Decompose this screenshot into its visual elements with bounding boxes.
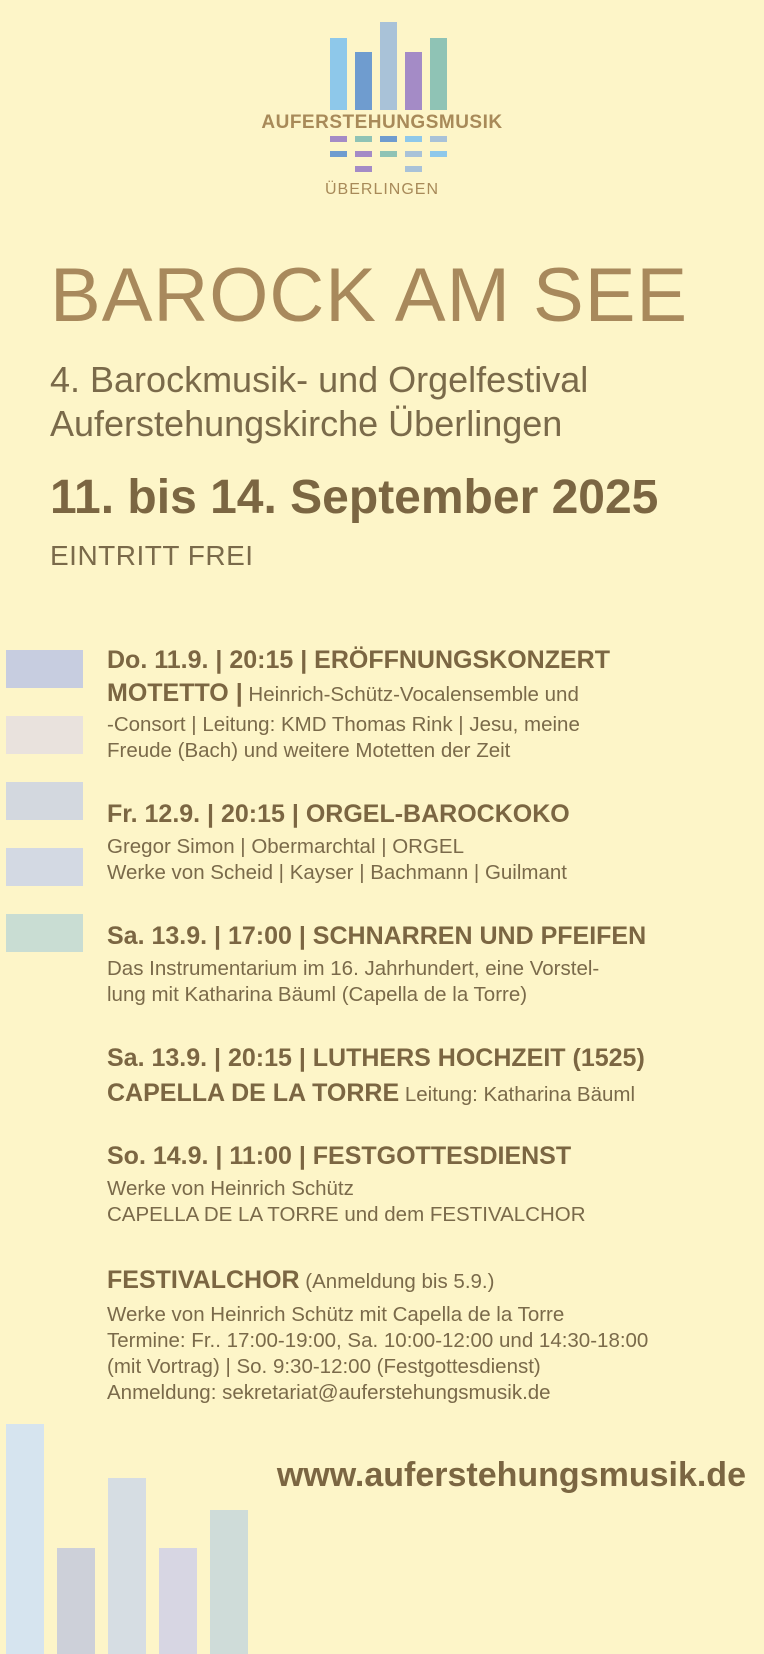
event-details bbox=[107, 834, 757, 886]
registration-deadline: (Anmeldung bis 5.9.) bbox=[299, 1270, 495, 1293]
subtitle-line: 4. Barockmusik- und Orgelfestival bbox=[50, 359, 589, 400]
entry-info: EINTRITT FREI bbox=[50, 540, 254, 571]
event-heading bbox=[107, 1264, 757, 1298]
event-line: CAPELLA DE LA TORRE und dem FESTIVALCHOR bbox=[107, 1203, 586, 1226]
event-line bbox=[107, 676, 757, 712]
logo-cell bbox=[430, 151, 447, 157]
event-item bbox=[107, 798, 757, 886]
event-line: Das Instrumentarium im 16. Jahrhundert, eine Vorstel- bbox=[107, 957, 600, 980]
event-details bbox=[107, 1076, 757, 1112]
event-line: lung mit Katharina Bäuml (Capella de la Torre) bbox=[107, 983, 528, 1006]
logo bbox=[0, 0, 764, 210]
side-block bbox=[6, 914, 83, 952]
event-line: Werke von Scheid | Kayser | Bachmann | Guilmant bbox=[107, 861, 567, 884]
event-line: Termine: Fr.. 17:00-19:00, Sa. 10:00-12:00 und 14:30-18:00 bbox=[107, 1329, 649, 1352]
event-line: -Consort | Leitung: KMD Thomas Rink | Jesu, meine bbox=[107, 713, 580, 736]
logo-cell bbox=[405, 136, 422, 142]
event-details bbox=[107, 1302, 757, 1406]
logo-cell bbox=[355, 166, 372, 172]
event-line: (mit Vortrag) | So. 9:30-12:00 (Festgottesdienst) bbox=[107, 1355, 541, 1378]
logo-cell bbox=[380, 151, 397, 157]
event-heading: Fr. 12.9. | 20:15 | ORGEL-BAROCKOKO bbox=[107, 800, 570, 828]
side-block bbox=[6, 848, 83, 886]
side-block bbox=[6, 782, 83, 820]
logo-bar bbox=[330, 38, 347, 110]
logo-title: AUFERSTEHUNGSMUSIK bbox=[261, 112, 503, 133]
festival-subtitle bbox=[50, 358, 588, 446]
bottom-bar bbox=[6, 1424, 44, 1654]
event-item bbox=[107, 644, 757, 764]
bottom-bar bbox=[108, 1478, 146, 1654]
ensemble-name: MOTETTO | bbox=[107, 679, 243, 707]
festival-dates: 11. bis 14. September 2025 bbox=[50, 471, 659, 524]
page-title: BAROCK AM SEE bbox=[50, 253, 689, 338]
event-line: Werke von Heinrich Schütz bbox=[107, 1177, 354, 1200]
bottom-bar bbox=[210, 1510, 248, 1654]
logo-cell bbox=[430, 136, 447, 142]
logo-cell bbox=[330, 136, 347, 142]
bottom-bar bbox=[57, 1548, 95, 1654]
event-line: Anmeldung: sekretariat@auferstehungsmusik.de bbox=[107, 1381, 551, 1404]
event-heading: So. 14.9. | 11:00 | FESTGOTTESDIENST bbox=[107, 1142, 572, 1170]
logo-bar bbox=[380, 22, 397, 110]
logo-bar bbox=[355, 52, 372, 110]
logo-cell bbox=[330, 151, 347, 157]
event-details bbox=[107, 676, 757, 764]
side-block bbox=[6, 650, 83, 688]
event-item bbox=[107, 1264, 757, 1406]
logo-cell bbox=[405, 166, 422, 172]
bottom-bar bbox=[159, 1548, 197, 1654]
logo-subtitle: ÜBERLINGEN bbox=[324, 181, 440, 198]
event-line: Werke von Heinrich Schütz mit Capella de la Torre bbox=[107, 1303, 565, 1326]
event-text: Leitung: Katharina Bäuml bbox=[399, 1083, 636, 1106]
event-line: Freude (Bach) und weitere Motetten der Zeit bbox=[107, 739, 511, 762]
ensemble-name: CAPELLA DE LA TORRE bbox=[107, 1079, 400, 1107]
event-heading: Sa. 13.9. | 17:00 | SCHNARREN UND PFEIFEN bbox=[107, 922, 647, 950]
event-item bbox=[107, 1042, 757, 1112]
event-line: Gregor Simon | Obermarchtal | ORGEL bbox=[107, 835, 464, 858]
logo-cell bbox=[405, 151, 422, 157]
choir-title: FESTIVALCHOR bbox=[107, 1266, 300, 1294]
event-details bbox=[107, 956, 757, 1008]
event-heading: Do. 11.9. | 20:15 | ERÖFFNUNGSKONZERT bbox=[107, 646, 610, 674]
logo-bar bbox=[430, 38, 447, 110]
event-item bbox=[107, 920, 757, 1008]
logo-cell bbox=[380, 136, 397, 142]
logo-bar bbox=[405, 52, 422, 110]
subtitle-line: Auferstehungskirche Überlingen bbox=[50, 403, 563, 444]
event-details bbox=[107, 1176, 757, 1228]
event-item bbox=[107, 1140, 757, 1228]
logo-cell bbox=[355, 151, 372, 157]
event-heading: Sa. 13.9. | 20:15 | LUTHERS HOCHZEIT (1525) bbox=[107, 1044, 645, 1072]
event-text: Heinrich-Schütz-Vocalensemble und bbox=[242, 683, 579, 706]
logo-cell bbox=[355, 136, 372, 142]
website-link[interactable]: www.auferstehungsmusik.de bbox=[276, 1456, 746, 1494]
side-block bbox=[6, 716, 83, 754]
